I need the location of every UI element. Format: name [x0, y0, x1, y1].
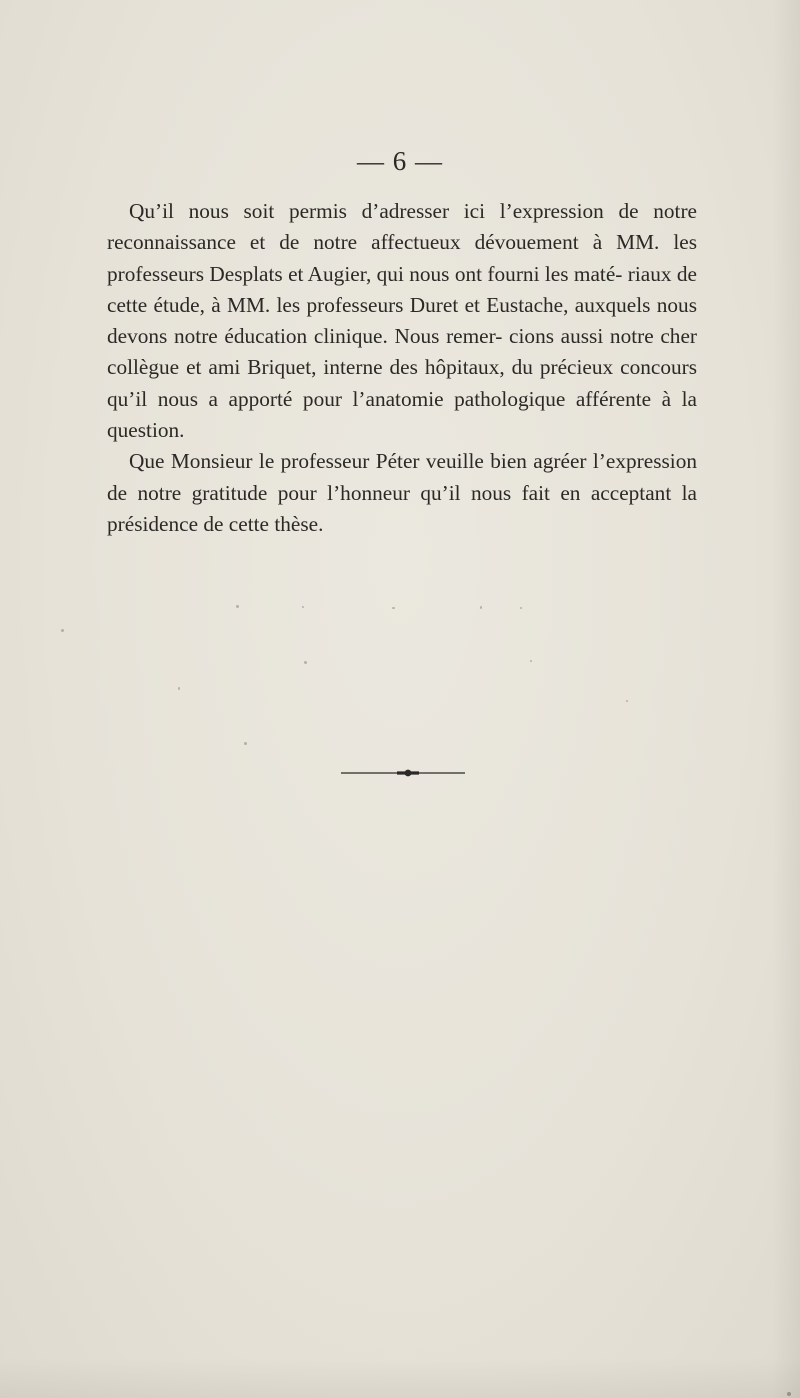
scan-speck: [520, 607, 522, 609]
scan-speck: [626, 700, 628, 702]
body-text: [107, 196, 697, 540]
scan-speck: [787, 1392, 791, 1396]
scan-speck: [61, 629, 64, 632]
page-number: — 6 —: [357, 146, 443, 176]
scan-speck: [304, 661, 307, 664]
scan-speck: [480, 606, 482, 609]
paragraph-acknowledgements: Qu’il nous soit permis d’adresser ici l’expression de notre reconnaissance et de notre affectueux dévouement à MM. les professeurs Desplats et Augier, qui nous ont fourni les maté- riaux de cette étude, à MM. les professeurs Duret et Eustache, auxquels nous devons notre éducation clinique. Nous remer- cions aussi notre cher collègue et ami Briquet, interne des hôpitaux, du précieux concours qu’il nous a apporté pour l’anatomie pathologique afférente à la question.: [107, 199, 697, 443]
page-edge-shadow-right: [772, 0, 800, 1398]
scan-speck: [244, 742, 247, 745]
scan-speck: [302, 606, 304, 608]
scan-speck: [178, 687, 180, 690]
scan-speck: [530, 660, 532, 662]
page-edge-shadow-bottom: [0, 1358, 800, 1398]
divider-ornament: [341, 767, 465, 779]
scan-speck: [392, 607, 395, 609]
paragraph-dedication: Que Monsieur le professeur Péter veuille bien agréer l’expression de notre gratitude pour l’honneur qu’il nous fait en acceptant la présidence de cette thèse.: [107, 449, 697, 536]
divider-center-dot: [405, 770, 412, 777]
scan-speck: [236, 605, 239, 608]
